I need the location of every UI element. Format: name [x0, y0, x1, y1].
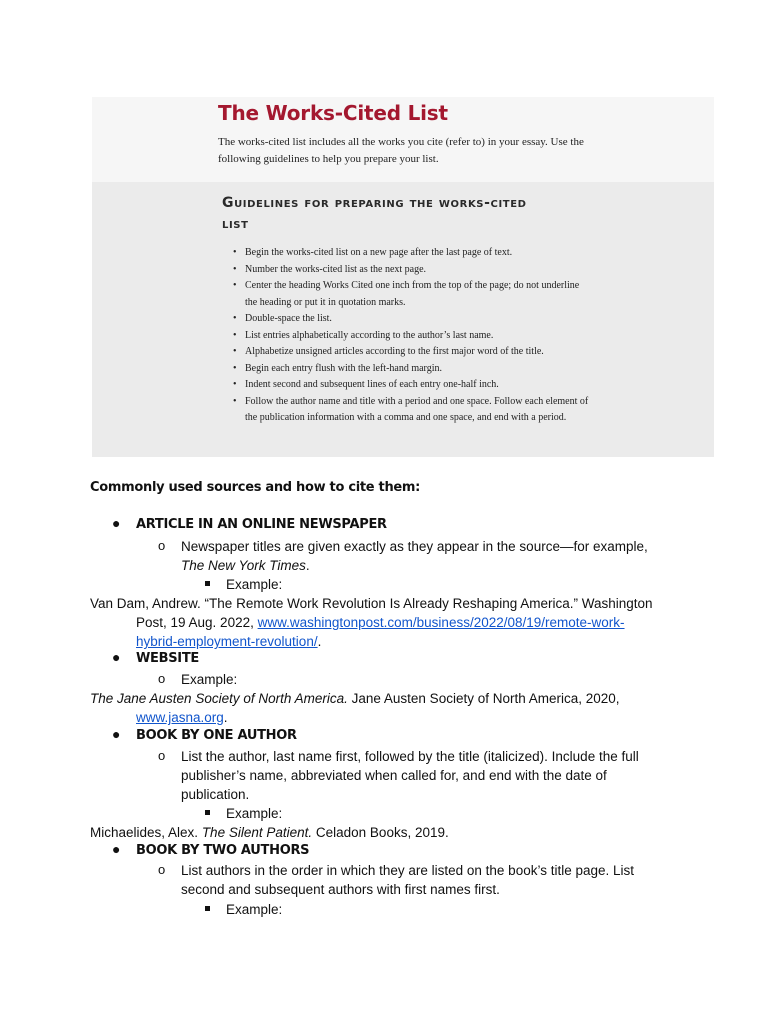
- bullet-icon: ●: [112, 841, 121, 857]
- website-url-link[interactable]: www.jasna.org: [136, 710, 224, 725]
- figure-header-panel: [92, 97, 714, 182]
- website-example-label: Example:: [181, 672, 238, 687]
- sources-heading: Commonly used sources and how to cite them:: [90, 480, 421, 495]
- section-title-one-author: BOOK BY ONE AUTHOR: [136, 728, 297, 743]
- one-author-note-line3: publication.: [181, 787, 250, 802]
- newspaper-citation-line3: [136, 632, 321, 651]
- two-authors-note-line1: List authors in the order in which they are listed on the book’s title page. List: [181, 863, 635, 878]
- figure-intro-line2: following guidelines to help you prepare your list.: [218, 153, 439, 165]
- square-bullet-icon: [205, 810, 210, 815]
- newspaper-citation-prefix: Post, 19 Aug. 2022,: [136, 615, 258, 630]
- website-citation-italic: The Jane Austen Society of North America.: [90, 691, 348, 706]
- section-title-website: WEBSITE: [136, 651, 199, 666]
- bullet-icon: ●: [112, 649, 121, 665]
- one-author-citation-rest: Celadon Books, 2019.: [312, 825, 449, 840]
- one-author-note-line2: publisher’s name, abbreviated when called for, and end with the date of: [181, 768, 607, 783]
- circle-bullet-icon: o: [158, 538, 166, 553]
- guideline-item: • Alphabetize unsigned articles according to the first major word of the title.: [233, 344, 593, 361]
- newspaper-url-link[interactable]: www.washingtonpost.com/business/2022/08/19/remote-work-: [257, 615, 625, 630]
- bullet-icon: ●: [112, 726, 121, 742]
- guidelines-heading-line2: list: [222, 216, 249, 232]
- guideline-item: • Begin each entry flush with the left-hand margin.: [233, 361, 593, 378]
- section-title-newspaper: ARTICLE IN AN ONLINE NEWSPAPER: [136, 517, 387, 532]
- newspaper-citation-end: .: [317, 634, 322, 649]
- section-title-two-authors: BOOK BY TWO AUTHORS: [136, 843, 310, 858]
- figure-title: The Works-Cited List: [218, 101, 448, 125]
- website-citation-rest: Jane Austen Society of North America, 2020,: [347, 691, 620, 706]
- bullet-icon: ●: [112, 515, 121, 531]
- website-citation-line2: [136, 708, 228, 727]
- one-author-citation-italic: The Silent Patient.: [201, 825, 313, 840]
- figure-intro-line1: The works-cited list includes all the works you cite (refer to) in your essay. Use the: [218, 136, 584, 148]
- guideline-item: • Center the heading Works Cited one inch from the top of the page; do not underline the heading or put it in quotation marks.: [233, 278, 593, 311]
- circle-bullet-icon: o: [158, 862, 166, 877]
- works-cited-figure: [92, 97, 714, 457]
- guidelines-list: [233, 245, 593, 427]
- guidelines-heading-line1: Guidelines for preparing the works-cited: [222, 195, 527, 211]
- circle-bullet-icon: o: [158, 671, 166, 686]
- one-author-citation-prefix: Michaelides, Alex.: [90, 825, 202, 840]
- newspaper-citation-line2: [136, 613, 625, 632]
- guideline-item: • Number the works-cited list as the next page.: [233, 262, 593, 279]
- newspaper-note: [181, 537, 681, 575]
- newspaper-note-end: .: [305, 558, 310, 573]
- square-bullet-icon: [205, 581, 210, 586]
- figure-intro: [218, 134, 598, 168]
- guideline-item: • Follow the author name and title with a period and one space. Follow each element of the publication information with a comma and one space, and end with a period.: [233, 394, 593, 427]
- one-author-example-label: Example:: [226, 806, 283, 821]
- newspaper-note-italic: The New York Times: [181, 558, 306, 573]
- guidelines-panel: [92, 182, 714, 457]
- newspaper-url-link-cont[interactable]: hybrid-employment-revolution/: [136, 634, 318, 649]
- website-citation-line1: [90, 689, 620, 708]
- one-author-note-line1: List the author, last name first, followed by the title (italicized). Include the full: [181, 749, 639, 764]
- guidelines-heading: [222, 193, 602, 235]
- circle-bullet-icon: o: [158, 748, 166, 763]
- guideline-item: • List entries alphabetically according to the author’s last name.: [233, 328, 593, 345]
- two-authors-note: [181, 861, 681, 899]
- website-citation-end: .: [223, 710, 228, 725]
- square-bullet-icon: [205, 906, 210, 911]
- newspaper-note-line1: Newspaper titles are given exactly as they appear in the source—for example,: [181, 539, 648, 554]
- guideline-item: • Indent second and subsequent lines of each entry one-half inch.: [233, 377, 593, 394]
- two-authors-note-line2: second and subsequent authors with first names first.: [181, 882, 500, 897]
- one-author-note: [181, 747, 681, 804]
- newspaper-citation-line1: Van Dam, Andrew. “The Remote Work Revolution Is Already Reshaping America.” Washington: [90, 596, 653, 611]
- one-author-citation: [90, 823, 449, 842]
- guideline-item: • Begin the works-cited list on a new page after the last page of text.: [233, 245, 593, 262]
- newspaper-example-label: Example:: [226, 577, 283, 592]
- guideline-item: • Double-space the list.: [233, 311, 593, 328]
- two-authors-example-label: Example:: [226, 902, 283, 917]
